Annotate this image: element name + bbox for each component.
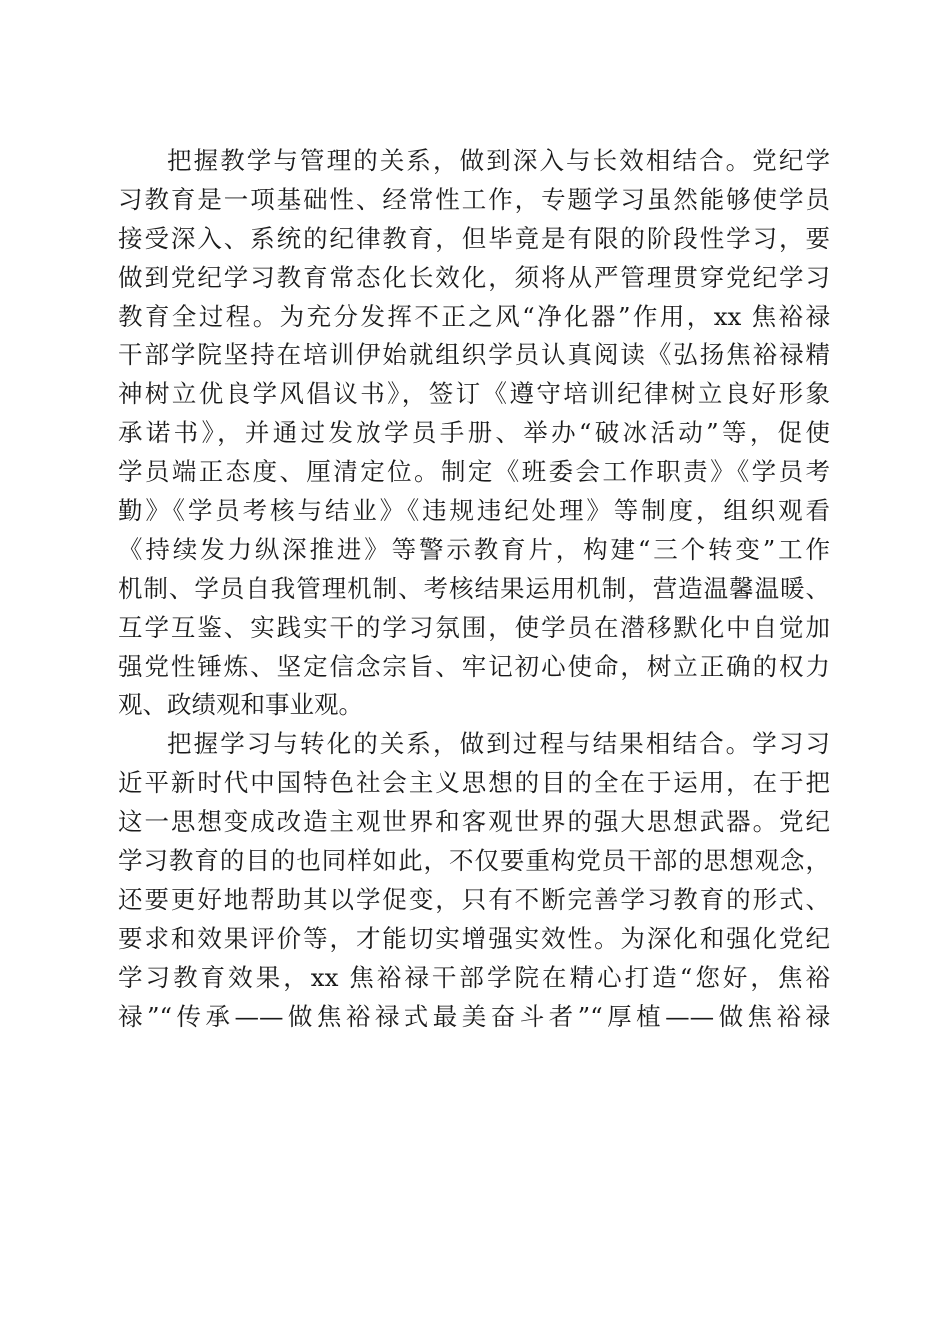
text-line: 还要更好地帮助其以学促变，只有不断完善学习教育的形式、: [118, 884, 830, 914]
text-line: 要求和效果评价等，才能切实增强实效性。为深化和强化党纪: [118, 923, 830, 953]
text-line: 习教育是一项基础性、经常性工作，专题学习虽然能够使学员: [118, 184, 830, 214]
text-line: 这一思想变成改造主观世界和客观世界的强大思想武器。党纪: [118, 807, 830, 837]
text-line: 教育全过程。为充分发挥不正之风“净化器”作用，xx 焦裕禄: [118, 301, 830, 331]
text-line: 把握学习与转化的关系，做到过程与结果相结合。学习习: [167, 729, 830, 759]
text-line: 近平新时代中国特色社会主义思想的目的全在于运用，在于把: [118, 768, 830, 798]
text-line: 勤》《学员考核与结业》《违规违纪处理》等制度，组织观看: [118, 496, 830, 526]
text-line: 互学互鉴、实践实干的学习氛围，使学员在潜移默化中自觉加: [118, 612, 830, 642]
text-line: 接受深入、系统的纪律教育，但毕竟是有限的阶段性学习，要: [118, 223, 830, 253]
text-line: 干部学院坚持在培训伊始就组织学员认真阅读《弘扬焦裕禄精: [118, 340, 830, 370]
text-line: 强党性锤炼、坚定信念宗旨、牢记初心使命，树立正确的权力: [118, 651, 830, 681]
text-line: 承诺书》，并通过发放学员手册、举办“破冰活动”等，促使: [118, 418, 830, 448]
text-line: 把握教学与管理的关系，做到深入与长效相结合。党纪学: [167, 146, 830, 175]
text-line: 观、政绩观和事业观。: [118, 690, 363, 720]
text-line: 神树立优良学风倡议书》，签订《遵守培训纪律树立良好形象: [118, 379, 830, 409]
text-line: 学员端正态度、厘清定位。制定《班委会工作职责》《学员考: [118, 457, 830, 487]
text-line: 机制、学员自我管理机制、考核结果运用机制，营造温馨温暖、: [118, 573, 830, 603]
text-line: 学习教育效果，xx 焦裕禄干部学院在精心打造“您好，焦裕: [118, 962, 830, 992]
text-line: 学习教育的目的也同样如此，不仅要重构党员干部的思想观念，: [118, 846, 830, 876]
paragraph-teaching-management: [118, 142, 830, 725]
text-line: 禄”“传承——做焦裕禄式最美奋斗者”“厚植——做焦裕禄: [118, 1001, 830, 1031]
paragraph-learning-transformation: [118, 725, 830, 1036]
document-body: [118, 142, 830, 1036]
text-line: 《持续发力纵深推进》等警示教育片，构建“三个转变”工作: [118, 534, 830, 564]
text-line: 做到党纪学习教育常态化长效化，须将从严管理贯穿党纪学习: [118, 262, 830, 292]
